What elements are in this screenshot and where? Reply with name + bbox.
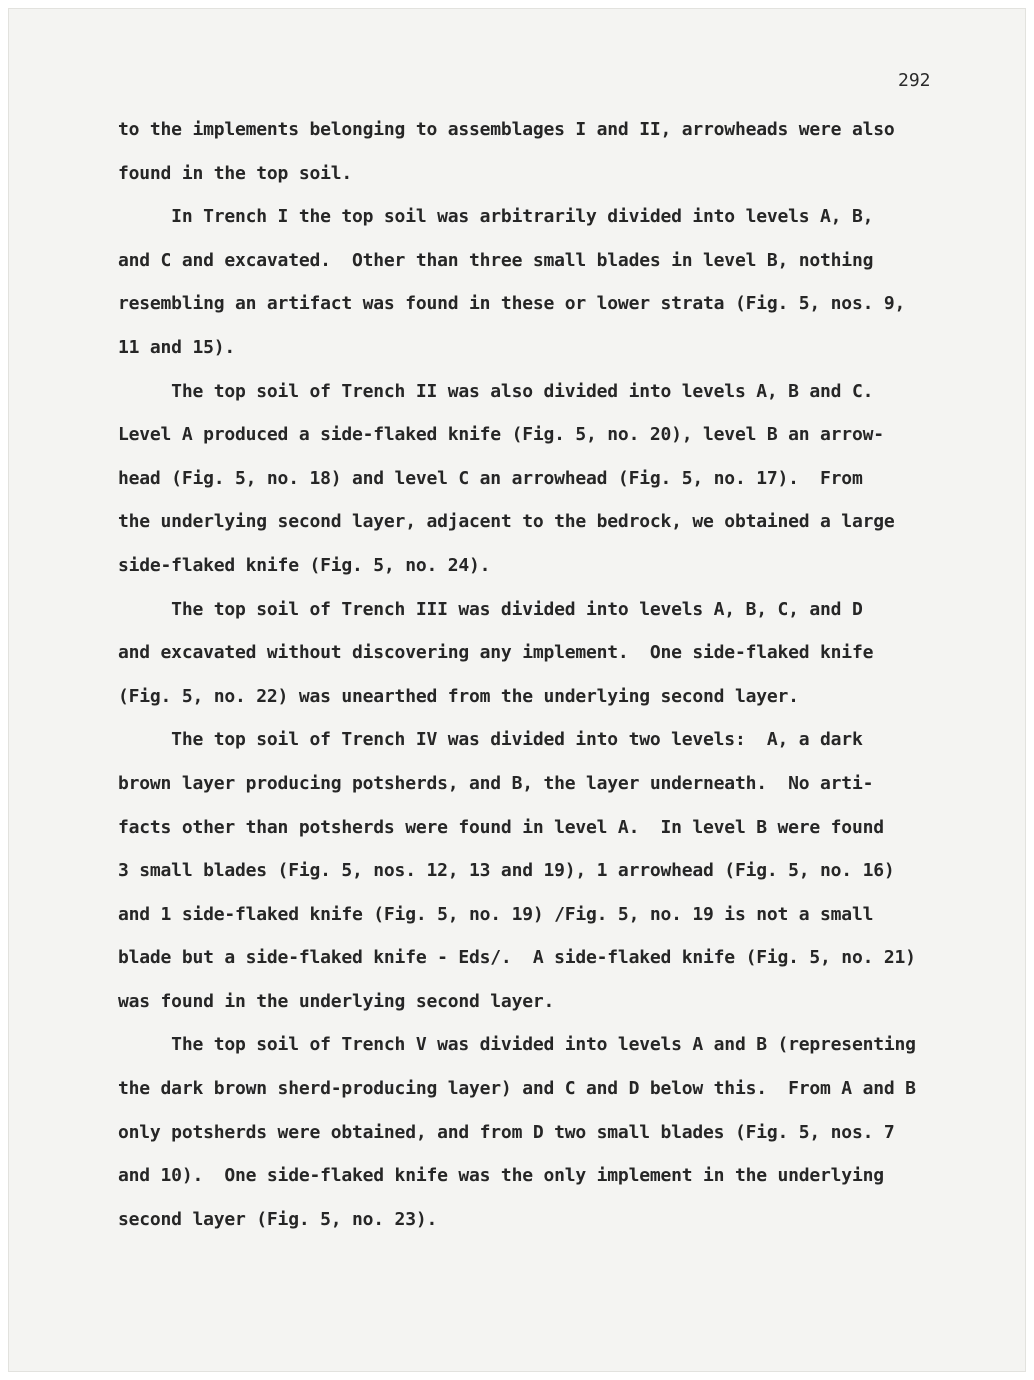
text-line: second layer (Fig. 5, no. 23).: [118, 1208, 438, 1230]
text-line: brown layer producing potsherds, and B, the layer underneath. No arti-: [118, 772, 874, 794]
text-line: was found in the underlying second layer.: [118, 990, 555, 1012]
text-line: only potsherds were obtained, and from D two small blades (Fig. 5, nos. 7: [118, 1121, 895, 1143]
document-page: [8, 8, 1026, 1372]
text-line: The top soil of Trench II was also divided into levels A, B and C.: [118, 380, 874, 402]
text-line: and C and excavated. Other than three small blades in level B, nothing: [118, 249, 874, 271]
text-line: and excavated without discovering any implement. One side-flaked knife: [118, 642, 874, 664]
text-line: head (Fig. 5, no. 18) and level C an arrowhead (Fig. 5, no. 17). From: [118, 467, 863, 489]
text-line: side-flaked knife (Fig. 5, no. 24).: [118, 554, 491, 576]
text-line: the underlying second layer, adjacent to the bedrock, we obtained a large: [118, 511, 895, 533]
text-line: (Fig. 5, no. 22) was unearthed from the underlying second layer.: [118, 685, 799, 707]
text-line: facts other than potsherds were found in level A. In level B were found: [118, 816, 884, 838]
text-line: The top soil of Trench III was divided into levels A, B, C, and D: [118, 598, 863, 620]
page-number: 292: [898, 70, 931, 91]
text-line: The top soil of Trench IV was divided into two levels: A, a dark: [118, 729, 863, 751]
text-line: The top soil of Trench V was divided into levels A and B (representing: [118, 1034, 916, 1056]
text-line: the dark brown sherd-producing layer) and C and D below this. From A and B: [118, 1078, 916, 1100]
text-line: Level A produced a side-flaked knife (Fig. 5, no. 20), level B an arrow-: [118, 424, 884, 446]
text-line: found in the top soil.: [118, 162, 353, 184]
text-line: blade but a side-flaked knife - Eds/. A side-flaked knife (Fig. 5, no. 21): [118, 947, 916, 969]
text-line: to the implements belonging to assemblages I and II, arrowheads were also: [118, 119, 895, 140]
text-line: In Trench I the top soil was arbitrarily divided into levels A, B,: [118, 206, 874, 228]
text-line: and 1 side-flaked knife (Fig. 5, no. 19) /Fig. 5, no. 19 is not a small: [118, 903, 874, 925]
text-line: resembling an artifact was found in these or lower strata (Fig. 5, nos. 9,: [118, 293, 906, 315]
body-text: [118, 108, 948, 1241]
text-line: 3 small blades (Fig. 5, nos. 12, 13 and 19), 1 arrowhead (Fig. 5, no. 16): [118, 860, 895, 882]
text-line: and 10). One side-flaked knife was the only implement in the underlying: [118, 1165, 884, 1187]
text-line: 11 and 15).: [118, 336, 236, 358]
